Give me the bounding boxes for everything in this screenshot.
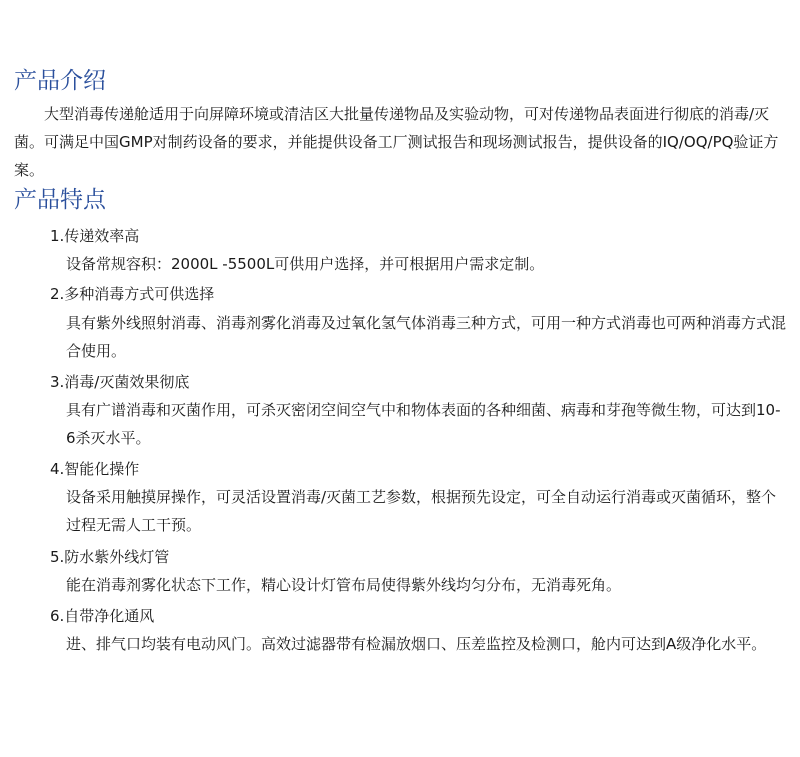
intro-heading: 产品介绍 — [14, 68, 106, 94]
feature-desc: 能在消毒剂雾化状态下工作，精心设计灯管布局使得紫外线均匀分布，无消毒死角。 — [66, 576, 622, 594]
feature-title: 3.消毒/灭菌效果彻底 — [50, 373, 190, 391]
feature-title: 4.智能化操作 — [50, 460, 140, 478]
feature-title: 6.自带净化通风 — [50, 607, 155, 625]
feature-title: 2.多种消毒方式可供选择 — [50, 285, 215, 303]
feature-desc: 设备常规容积：2000L -5500L可供用户选择，并可根据用户需求定制。 — [66, 255, 545, 273]
feature-desc: 具有紫外线照射消毒、消毒剂雾化消毒及过氧化氢气体消毒三种方式，可用一种方式消毒也可两种消毒方式混合使用。 — [66, 314, 787, 360]
features-heading: 产品特点 — [14, 187, 106, 213]
feature-title: 1.传递效率高 — [50, 227, 140, 245]
feature-desc: 具有广谱消毒和灭菌作用，可杀灭密闭空间空气中和物体表面的各种细菌、病毒和芽孢等微生物，可达到10-6杀灭水平。 — [66, 401, 781, 447]
feature-title: 5.防水紫外线灯管 — [50, 548, 170, 566]
intro-paragraph: 大型消毒传递舱适用于向屏障环境或清洁区大批量传递物品及实验动物，可对传递物品表面进行彻底的消毒/灭菌。可满足中国GMP对制药设备的要求，并能提供设备工厂测试报告和现场测试报告，提供设备的IQ/OQ/PQ验证方案。 — [14, 105, 779, 179]
feature-desc: 设备采用触摸屏操作，可灵活设置消毒/灭菌工艺参数，根据预先设定，可全自动运行消毒或灭菌循环，整个过程无需人工干预。 — [66, 488, 777, 534]
feature-desc: 进、排气口均装有电动风门。高效过滤器带有检漏放烟口、压差监控及检测口，舱内可达到A级净化水平。 — [66, 635, 767, 653]
